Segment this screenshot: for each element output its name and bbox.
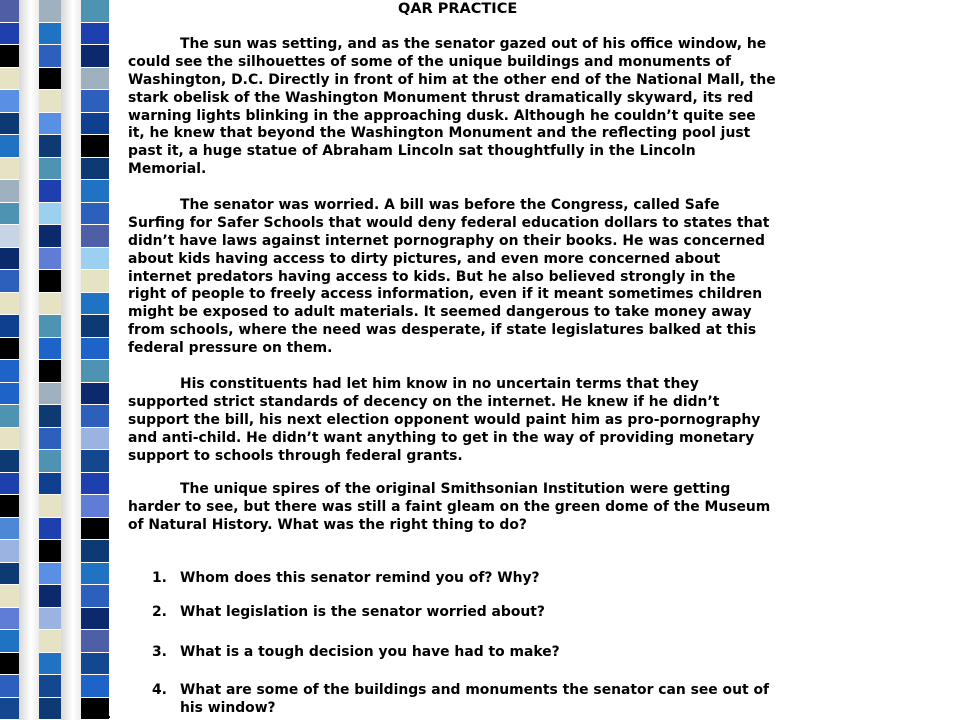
strip-cell — [81, 360, 109, 383]
question-text: What are some of the buildings and monuments the senator can see out of — [180, 682, 770, 698]
strip-cell — [0, 23, 19, 46]
strip-cell — [81, 180, 109, 203]
paragraph-line: The sun was setting, and as the senator gazed out of his office window, he — [180, 36, 767, 52]
question-number: 2. — [152, 604, 167, 620]
strip-cell — [39, 248, 61, 271]
strip-cell — [39, 653, 61, 676]
strip-cell — [81, 90, 109, 113]
paragraph-line: about kids having access to dirty pictures, and even more concerned about — [128, 250, 721, 267]
strip-cell — [81, 0, 109, 23]
strip-cell — [39, 45, 61, 68]
strip-cell — [81, 405, 109, 428]
paragraph — [128, 36, 808, 179]
strip-cell — [0, 45, 19, 68]
strip-cell — [0, 270, 19, 293]
paragraph-line: Surfing for Safer Schools that would deny federal education dollars to states that — [128, 214, 770, 231]
strip-cell — [81, 518, 109, 541]
strip-cell — [81, 203, 109, 226]
strip-cell — [39, 360, 61, 383]
question-number: 3. — [152, 644, 167, 660]
paragraph-line: might be exposed to adult materials. It seemed dangerous to take money away — [128, 304, 752, 321]
paragraph-line: His constituents had let him know in no uncertain terms that they — [180, 376, 699, 392]
strip-cell — [39, 608, 61, 631]
strip-cell — [81, 338, 109, 361]
strip-cell — [81, 653, 109, 676]
strip-cell — [81, 383, 109, 406]
strip-cell — [39, 563, 61, 586]
strip-cell — [39, 383, 61, 406]
question-text: Whom does this senator remind you of? Why? — [180, 570, 540, 586]
strip-cell — [81, 248, 109, 271]
strip-cell — [39, 518, 61, 541]
strip-cell — [0, 0, 19, 23]
strip-cell — [0, 563, 19, 586]
strip-cell — [0, 653, 19, 676]
paragraph-line: supported strict standards of decency on the internet. He knew if he didn’t — [128, 393, 720, 410]
paragraph-line: Memorial. — [128, 161, 207, 178]
strip-cell — [39, 293, 61, 316]
strip-cell — [39, 698, 61, 720]
strip-cell — [39, 405, 61, 428]
strip-cell — [81, 68, 109, 91]
strip-cell — [81, 270, 109, 293]
paragraph-line: support to schools through federal grants. — [128, 447, 463, 464]
strip-cell — [81, 135, 109, 158]
strip-cell — [39, 540, 61, 563]
strip-cell — [0, 113, 19, 136]
paragraph-line: and anti-child. He didn’t want anything to get in the way of providing monetary — [128, 429, 755, 446]
strip-cell — [81, 315, 109, 338]
strip-cell — [39, 315, 61, 338]
strip-cell — [39, 495, 61, 518]
strip-cell — [81, 293, 109, 316]
strip-cell — [39, 630, 61, 653]
strip-cell — [0, 405, 19, 428]
strip-cell — [81, 630, 109, 653]
paragraph-line: past it, a huge statue of Abraham Lincoln sat thoughtfully in the Lincoln — [128, 143, 696, 160]
decorative-strip-middle — [39, 0, 61, 720]
strip-cell — [39, 338, 61, 361]
strip-cell — [39, 158, 61, 181]
strip-cell — [0, 473, 19, 496]
strip-cell — [39, 113, 61, 136]
decorative-strip-left — [0, 0, 19, 720]
strip-cell — [0, 90, 19, 113]
question-text: his window? — [180, 699, 276, 716]
strip-cell — [81, 428, 109, 451]
strip-cell — [81, 473, 109, 496]
strip-cell — [0, 540, 19, 563]
strip-cell — [81, 540, 109, 563]
strip-gap-shade — [19, 0, 39, 720]
strip-cell — [0, 338, 19, 361]
question-number: 1. — [152, 570, 167, 586]
strip-cell — [81, 608, 109, 631]
paragraph — [128, 197, 808, 358]
strip-cell — [81, 158, 109, 181]
strip-cell — [0, 698, 19, 720]
paragraph-line: The unique spires of the original Smithsonian Institution were getting — [180, 481, 731, 497]
strip-cell — [0, 608, 19, 631]
strip-cell — [81, 113, 109, 136]
paragraph-line: Washington, D.C. Directly in front of him at the other end of the National Mall, the — [128, 71, 776, 88]
strip-cell — [81, 23, 109, 46]
strip-cell — [0, 518, 19, 541]
strip-cell — [39, 428, 61, 451]
strip-cell — [0, 360, 19, 383]
strip-cell — [0, 225, 19, 248]
question-number: 4. — [152, 682, 167, 698]
strip-gap-shade — [61, 0, 81, 720]
paragraph-line: could see the silhouettes of some of the unique buildings and monuments of — [128, 53, 732, 70]
strip-cell — [0, 293, 19, 316]
paragraph-line: harder to see, but there was still a faint gleam on the green dome of the Museum — [128, 498, 771, 515]
question-text: What legislation is the senator worried about? — [180, 604, 545, 620]
strip-cell — [39, 180, 61, 203]
strip-cell — [0, 630, 19, 653]
strip-cell — [0, 248, 19, 271]
question-text: What is a tough decision you have had to make? — [180, 644, 560, 660]
strip-cell — [0, 135, 19, 158]
strip-cell — [81, 45, 109, 68]
decorative-strip-right — [81, 0, 109, 720]
paragraph-line: from schools, where the need was desperate, if state legislatures balked at this — [128, 322, 757, 339]
strip-cell — [39, 450, 61, 473]
strip-cell — [0, 428, 19, 451]
paragraph-line: support the bill, his next election opponent would paint him as pro-pornography — [128, 411, 761, 428]
strip-cell — [81, 585, 109, 608]
strip-cell — [0, 383, 19, 406]
strip-cell — [0, 675, 19, 698]
paragraph-line: right of people to freely access information, even if it meant sometimes children — [128, 286, 763, 303]
paragraph-line: of Natural History. What was the right thing to do? — [128, 516, 527, 533]
strip-cell — [0, 495, 19, 518]
strip-cell — [81, 563, 109, 586]
paragraph — [128, 481, 808, 535]
strip-cell — [81, 675, 109, 698]
strip-cell — [81, 225, 109, 248]
strip-cell — [0, 158, 19, 181]
strip-cell — [39, 0, 61, 23]
strip-cell — [39, 203, 61, 226]
strip-cell — [39, 585, 61, 608]
strip-cell — [39, 473, 61, 496]
strip-cell — [39, 135, 61, 158]
paragraph-line: it, he knew that beyond the Washington Monument and the reflecting pool just — [128, 125, 751, 142]
strip-cell — [39, 68, 61, 91]
paragraph-line: didn’t have laws against internet pornography on their books. He was concerned — [128, 232, 765, 249]
paragraph-line: internet predators having access to kids. But he also believed strongly in the — [128, 268, 736, 285]
strip-cell — [39, 90, 61, 113]
paragraph-line: warning lights blinking in the approaching dusk. Although he couldn’t quite see — [128, 107, 756, 124]
paragraph-line: The senator was worried. A bill was before the Congress, called Safe — [180, 197, 720, 213]
strip-cell — [39, 675, 61, 698]
strip-cell — [0, 450, 19, 473]
strip-cell — [39, 23, 61, 46]
paragraph-line: stark obelisk of the Washington Monument thrust dramatically skyward, its red — [128, 89, 754, 106]
strip-cell — [39, 225, 61, 248]
strip-cell — [81, 495, 109, 518]
strip-cell — [0, 585, 19, 608]
strip-cell — [81, 450, 109, 473]
strip-cell — [0, 68, 19, 91]
document-title: QAR PRACTICE — [398, 1, 518, 17]
strip-cell — [39, 270, 61, 293]
paragraph — [128, 376, 808, 465]
strip-cell — [0, 315, 19, 338]
paragraph-line: federal pressure on them. — [128, 340, 333, 357]
strip-cell — [0, 180, 19, 203]
strip-cell — [0, 203, 19, 226]
strip-bottom-mark — [82, 716, 110, 718]
